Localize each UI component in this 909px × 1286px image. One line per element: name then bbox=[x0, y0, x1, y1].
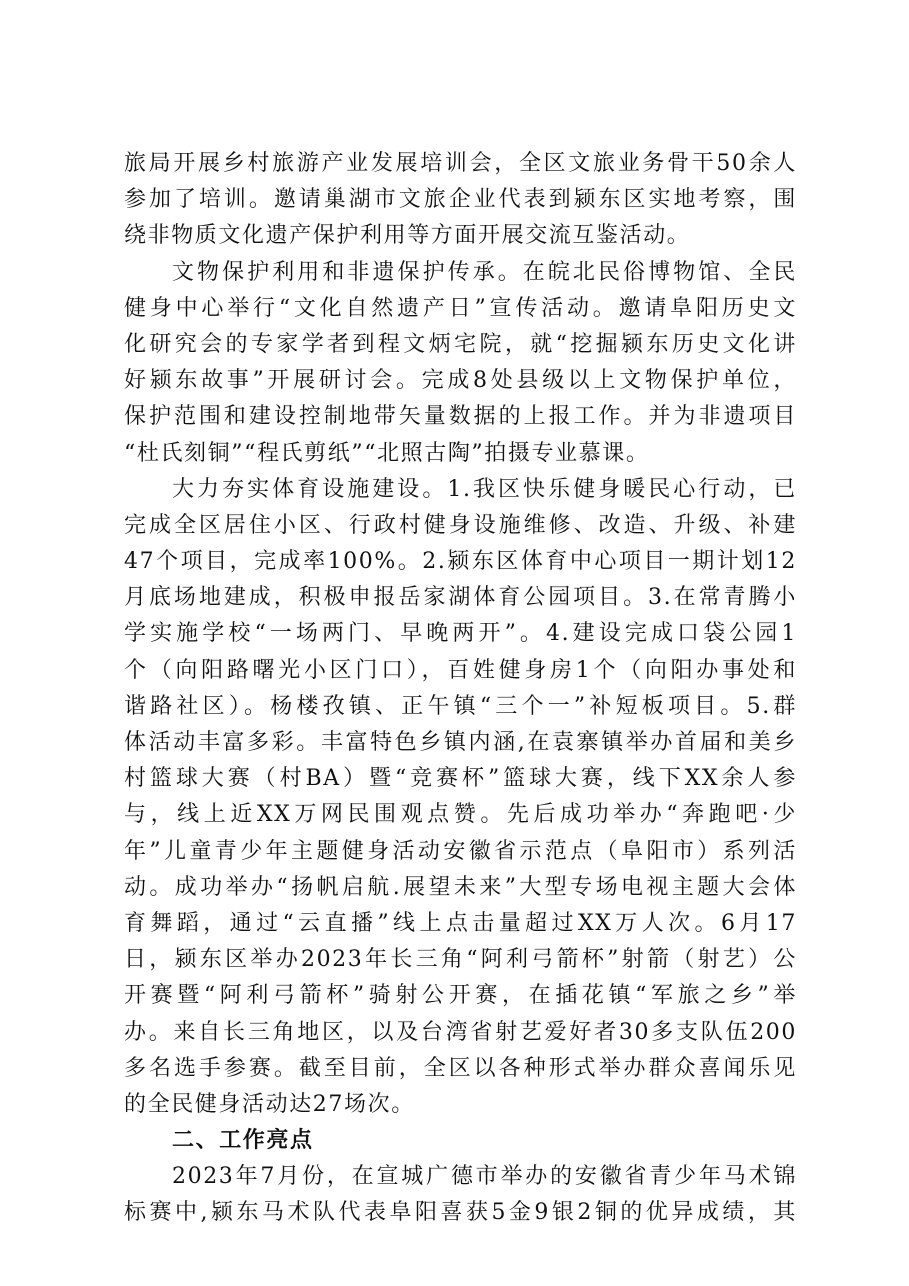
text-line: 办。来自长三角地区，以及台湾省射艺爱好者30多支队伍200 bbox=[124, 1019, 797, 1045]
text-line: 与，线上近XX万网民围观点赞。先后成功举办“奔跑吧·少 bbox=[124, 802, 797, 828]
text-line: 大力夯实体育设施建设。1.我区快乐健身暖民心行动，已 bbox=[172, 476, 797, 502]
text-line: 健身中心举行“文化自然遗产日”宣传活动。邀请阜阳历史文 bbox=[124, 295, 797, 321]
text-line: 旅局开展乡村旅游产业发展培训会，全区文旅业务骨干50余人 bbox=[124, 151, 797, 176]
text-line: 学实施学校“一场两门、早晚两开”。4.建设完成口袋公园1 bbox=[124, 621, 797, 647]
text-line: 47个项目，完成率100%。2.颍东区体育中心项目一期计划12 bbox=[124, 549, 797, 575]
text-line: 保护范围和建设控制地带矢量数据的上报工作。并为非遗项目 bbox=[124, 404, 797, 430]
text-line: 标赛中,颍东马术队代表阜阳喜获5金9银2铜的优异成绩，其 bbox=[124, 1200, 797, 1226]
text-line: 开赛暨“阿利弓箭杯”骑射公开赛，在插花镇“军旅之乡”举 bbox=[124, 983, 797, 1009]
text-line: 动。成功举办“扬帆启航.展望未来”大型专场电视主题大会体 bbox=[124, 874, 797, 900]
text-line: 月底场地建成，积极申报岳家湖体育公园项目。3.在常青腾小 bbox=[124, 585, 797, 611]
text-line: 文物保护利用和非遗保护传承。在皖北民俗博物馆、全民 bbox=[172, 259, 797, 285]
text-line: 参加了培训。邀请巢湖市文旅企业代表到颍东区实地考察，围 bbox=[124, 187, 797, 213]
text-line: 化研究会的专家学者到程文炳宅院，就“挖掘颍东历史文化讲 bbox=[124, 331, 797, 357]
text-line: 2023年7月份，在宣城广德市举办的安徽省青少年马术锦 bbox=[172, 1164, 797, 1190]
text-line: 年”儿童青少年主题健身活动安徽省示范点（阜阳市）系列活 bbox=[124, 838, 797, 864]
text-line: 个（向阳路曙光小区门口），百姓健身房1个（向阳办事处和 bbox=[124, 657, 797, 683]
text-line: 谐路社区）。杨楼孜镇、正午镇“三个一”补短板项目。5.群 bbox=[124, 693, 797, 719]
text-line: 好颍东故事”开展研讨会。完成8处县级以上文物保护单位， bbox=[124, 368, 797, 394]
text-line: 育舞蹈，通过“云直播”线上点击量超过XX万人次。6月17 bbox=[124, 910, 797, 936]
text-line: 村篮球大赛（村BA）暨“竞赛杯”篮球大赛，线下XX余人参 bbox=[124, 766, 797, 792]
text-line: 多名选手参赛。截至目前，全区以各种形式举办群众喜闻乐见 bbox=[124, 1055, 797, 1081]
text-line: 的全民健身活动达27场次。 bbox=[124, 1091, 415, 1117]
text-line: 完成全区居住小区、行政村健身设施维修、改造、升级、补建 bbox=[124, 512, 797, 538]
text-line: 体活动丰富多彩。丰富特色乡镇内涵,在袁寨镇举办首届和美乡 bbox=[124, 730, 797, 755]
text-line: “杜氏刻铜”“程氏剪纸”“北照古陶”拍摄专业慕课。 bbox=[124, 440, 650, 466]
section-heading: 二、工作亮点 bbox=[172, 1128, 314, 1154]
text-line: 绕非物质文化遗产保护利用等方面开展交流互鉴活动。 bbox=[124, 223, 691, 249]
text-line: 日，颍东区举办2023年长三角“阿利弓箭杯”射箭（射艺）公 bbox=[124, 947, 797, 973]
